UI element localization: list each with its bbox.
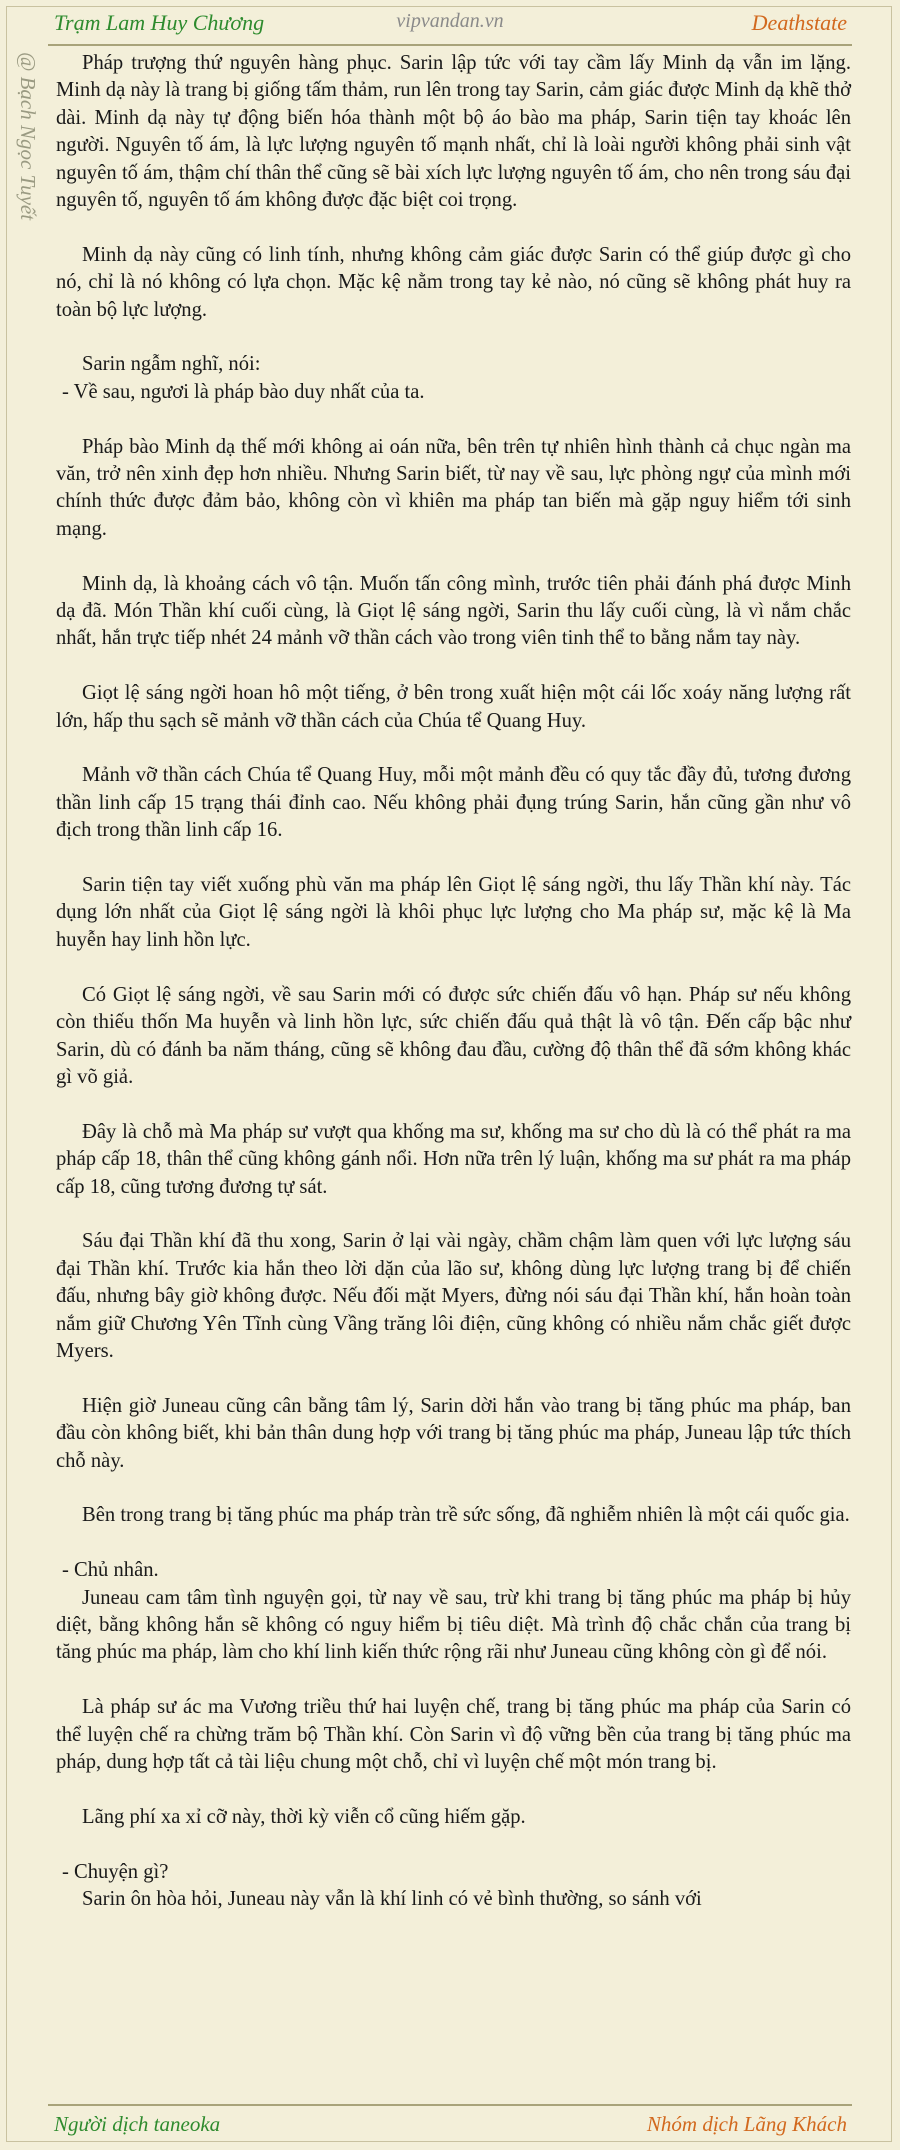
paragraph: Pháp bào Minh dạ thế mới không ai oán nữa, bên trên tự nhiên hình thành cả chục ngàn ma văn, trở nên xinh đẹp hơn nhiều. Nhưng Sarin biết, từ nay về sau, lực phòng ngự của mình mới chính thức được đảm bảo, không còn vì khiên ma pháp tan biến mà gặp nguy hiểm tới sinh mạng. — [56, 435, 851, 540]
paragraph: Có Giọt lệ sáng ngời, về sau Sarin mới có được sức chiến đấu vô hạn. Pháp sư nếu không còn thiếu thốn Ma huyễn và linh hồn lực, sức chiến đấu quả thật là vô tận. Đến cấp bậc như Sarin, dù có đánh ba năm tháng, cũng sẽ không đau đầu, cường độ thân thể đã sớm không khác gì võ giả. — [56, 983, 851, 1088]
paragraph: Pháp trượng thứ nguyên hàng phục. Sarin lập tức với tay cầm lấy Minh dạ vẫn im lặng. Minh dạ này là trang bị giống tấm thảm, run lên trong tay Sarin, cảm giác được Minh dạ khẽ thở dài. Minh dạ này tự động biến hóa thành một bộ áo bào ma pháp, Sarin tiện tay khoác lên người. Nguyên tố ám, là lực lượng nguyên tố mạnh nhất, chỉ là loài người không phải sinh vật nguyên tố ám, thậm chí thân thể cũng sẽ bài xích lực lượng nguyên tố ám, cho nên trong sáu đại nguyên tố, nguyên tố ám không được đặc biệt coi trọng. — [56, 52, 851, 212]
paragraph: Lãng phí xa xỉ cỡ này, thời kỳ viễn cổ cũng hiếm gặp. — [82, 1805, 526, 1828]
paragraph: Sarin ôn hòa hỏi, Juneau này vẫn là khí linh có vẻ bình thường, so sánh với — [82, 1887, 702, 1910]
header-site-name: Trạm Lam Huy Chương — [54, 10, 265, 35]
paragraph: Đây là chỗ mà Ma pháp sư vượt qua khống ma sư, khống ma sư cho dù là có thể phát ra ma pháp cấp 18, thân thể cũng không gánh nổi. Hơn nữa trên lý luận, khống ma sư phát ra ma pháp cấp 18, cũng tương đương tự sát. — [56, 1120, 851, 1198]
dialogue-line: - Chuyện gì? — [62, 1860, 169, 1883]
footer-group: Nhóm dịch Lãng Khách — [646, 2112, 847, 2136]
header-divider — [48, 44, 852, 46]
paragraph: Bên trong trang bị tăng phúc ma pháp tràn trề sức sống, đã nghiễm nhiên là một cái quốc gia. — [82, 1504, 850, 1527]
header-url[interactable]: vipvandan.vn — [396, 10, 504, 32]
paragraph: Giọt lệ sáng ngời hoan hô một tiếng, ở bên trong xuất hiện một cái lốc xoáy năng lượng rất lớn, hấp thu sạch sẽ mảnh vỡ thần cách của Chúa tể Quang Huy. — [56, 682, 851, 732]
paragraph: Mảnh vỡ thần cách Chúa tể Quang Huy, mỗi một mảnh đều có quy tắc đầy đủ, tương đương thần linh cấp 15 trạng thái đỉnh cao. Nếu không phải đụng trúng Sarin, hắn cũng gần như vô địch trong thần linh cấp 16. — [56, 764, 851, 842]
paragraph: Minh dạ này cũng có linh tính, nhưng không cảm giác được Sarin có thể giúp được gì cho nó, chỉ là nó không có lựa chọn. Mặc kệ nằm trong tay kẻ nào, nó cũng sẽ không phát huy ra toàn bộ lực lượng. — [56, 243, 851, 321]
footer-translator: Người dịch taneoka — [54, 2112, 221, 2136]
paragraph: Hiện giờ Juneau cũng cân bằng tâm lý, Sarin dời hắn vào trang bị tăng phúc ma pháp, ban đầu còn không biết, khi bản thân dung hợp với trang bị tăng phúc ma pháp, Juneau lập tức thích chỗ này. — [56, 1394, 851, 1472]
paragraph: Minh dạ, là khoảng cách vô tận. Muốn tấn công mình, trước tiên phải đánh phá được Minh dạ đã. Món Thần khí cuối cùng, là Giọt lệ sáng ngời, Sarin thu lấy cuối cùng, là vì nắm chắc nhất, hắn trực tiếp nhét 24 mảnh vỡ thần cách vào trong viên tinh thể to bằng nắm tay này. — [56, 572, 851, 650]
paragraph: Sarin tiện tay viết xuống phù văn ma pháp lên Giọt lệ sáng ngời, thu lấy Thần khí này. Tác dụng lớn nhất của Giọt lệ sáng ngời là khôi phục lực lượng cho Ma pháp sư, mặc kệ là Ma huyễn hay linh hồn lực. — [56, 874, 851, 951]
dialogue-line: - Chủ nhân. — [62, 1559, 159, 1582]
paragraph: Là pháp sư ác ma Vương triều thứ hai luyện chế, trang bị tăng phúc ma pháp của Sarin có thể luyện chế ra chừng trăm bộ Thần khí. Còn Sarin vì độ vững bền của trang bị tăng phúc ma pháp, dung hợp tất cả tài liệu chung một chỗ, chỉ vì luyện chế một món trang bị. — [56, 1696, 851, 1773]
paragraph: Sarin ngẫm nghĩ, nói: — [82, 353, 261, 376]
side-credit: @ Bạch Ngọc Tuyết — [16, 52, 40, 221]
dialogue-line: - Về sau, ngươi là pháp bào duy nhất của ta. — [62, 380, 425, 403]
page-footer — [0, 2110, 900, 2146]
footer-divider — [48, 2104, 852, 2106]
page-header — [0, 0, 900, 42]
header-book-title: Deathstate — [751, 10, 847, 35]
paragraph: Sáu đại Thần khí đã thu xong, Sarin ở lại vài ngày, chầm chậm làm quen với lực lượng sáu đại Thần khí. Trước kia hắn theo lời dặn của lão sư, không dùng lực lượng trang bị để chiến đấu, nhưng bây giờ không được. Nếu đối mặt Myers, đừng nói sáu đại Thần khí, hắn hoàn toàn nắm giữ Chương Yên Tĩnh cùng Vầng trăng lôi điện, cũng không có nhiều nắm chắc giết được Myers. — [56, 1230, 851, 1362]
chapter-text — [56, 50, 851, 1913]
paragraph: Juneau cam tâm tình nguyện gọi, từ nay về sau, trừ khi trang bị tăng phúc ma pháp bị hủy diệt, bằng không hắn sẽ không có nguy hiểm bị tiêu diệt. Mà trình độ chắc chắn của trang bị tăng phúc ma pháp, làm cho khí linh kiến thức rộng rãi như Juneau cũng không còn gì để nói. — [56, 1586, 851, 1664]
